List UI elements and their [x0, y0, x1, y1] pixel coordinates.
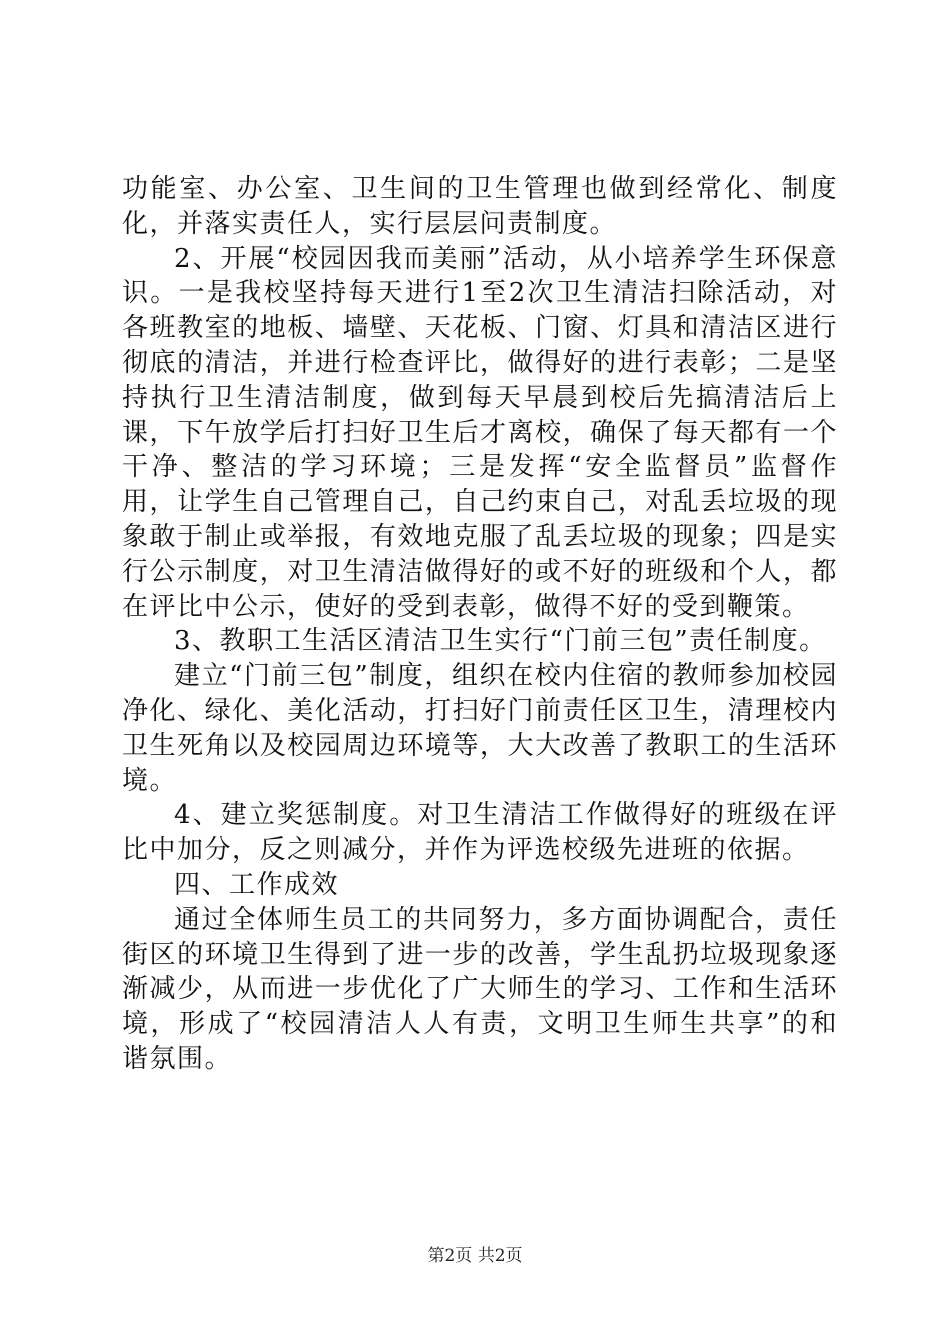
- paragraph-item-3-detail: 建立“门前三包”制度，组织在校内住宿的教师参加校园净化、绿化、美化活动，打扫好门前责任区卫生，清理校内卫生死角以及校园周边环境等，大大改善了教职工的生活环境。: [122, 661, 838, 796]
- paragraph-item-4: 4、建立奖惩制度。对卫生清洁工作做得好的班级在评比中加分，反之则减分，并作为评选校级先进班的依据。: [122, 800, 838, 866]
- section-heading-results: 四、工作成效: [174, 869, 340, 900]
- document-body: [122, 172, 838, 1077]
- paragraph-item-2: 2、开展“校园因我而美丽”活动，从小培养学生环保意识。一是我校坚持每天进行1至2次卫生清洁扫除活动，对各班教室的地板、墙壁、天花板、门窗、灯具和清洁区进行彻底的清洁，并进行检查评比，做得好的进行表彰；二是坚持执行卫生清洁制度，做到每天早晨到校后先搞清洁后上课，下午放学后打扫好卫生后才离校，确保了每天都有一个干净、整洁的学习环境；三是发挥“安全监督员”监督作用，让学生自己管理自己，自己约束自己，对乱丢垃圾的现象敢于制止或举报，有效地克服了乱丢垃圾的现象；四是实行公示制度，对卫生清洁做得好的或不好的班级和个人，都在评比中公示，使好的受到表彰，做得不好的受到鞭策。: [122, 243, 838, 622]
- page-number-footer: 第2页 共2页: [427, 1246, 523, 1266]
- paragraph-continuation: 功能室、办公室、卫生间的卫生管理也做到经常化、制度化，并落实责任人，实行层层问责制度。: [122, 174, 838, 239]
- paragraph-item-3: 3、教职工生活区清洁卫生实行“门前三包”责任制度。: [174, 626, 827, 657]
- paragraph-results: 通过全体师生员工的共同努力，多方面协调配合，责任街区的环境卫生得到了进一步的改善，学生乱扔垃圾现象逐渐减少，从而进一步优化了广大师生的学习、工作和生活环境，形成了“校园清洁人人有责，文明卫生师生共享”的和谐氛围。: [122, 904, 838, 1074]
